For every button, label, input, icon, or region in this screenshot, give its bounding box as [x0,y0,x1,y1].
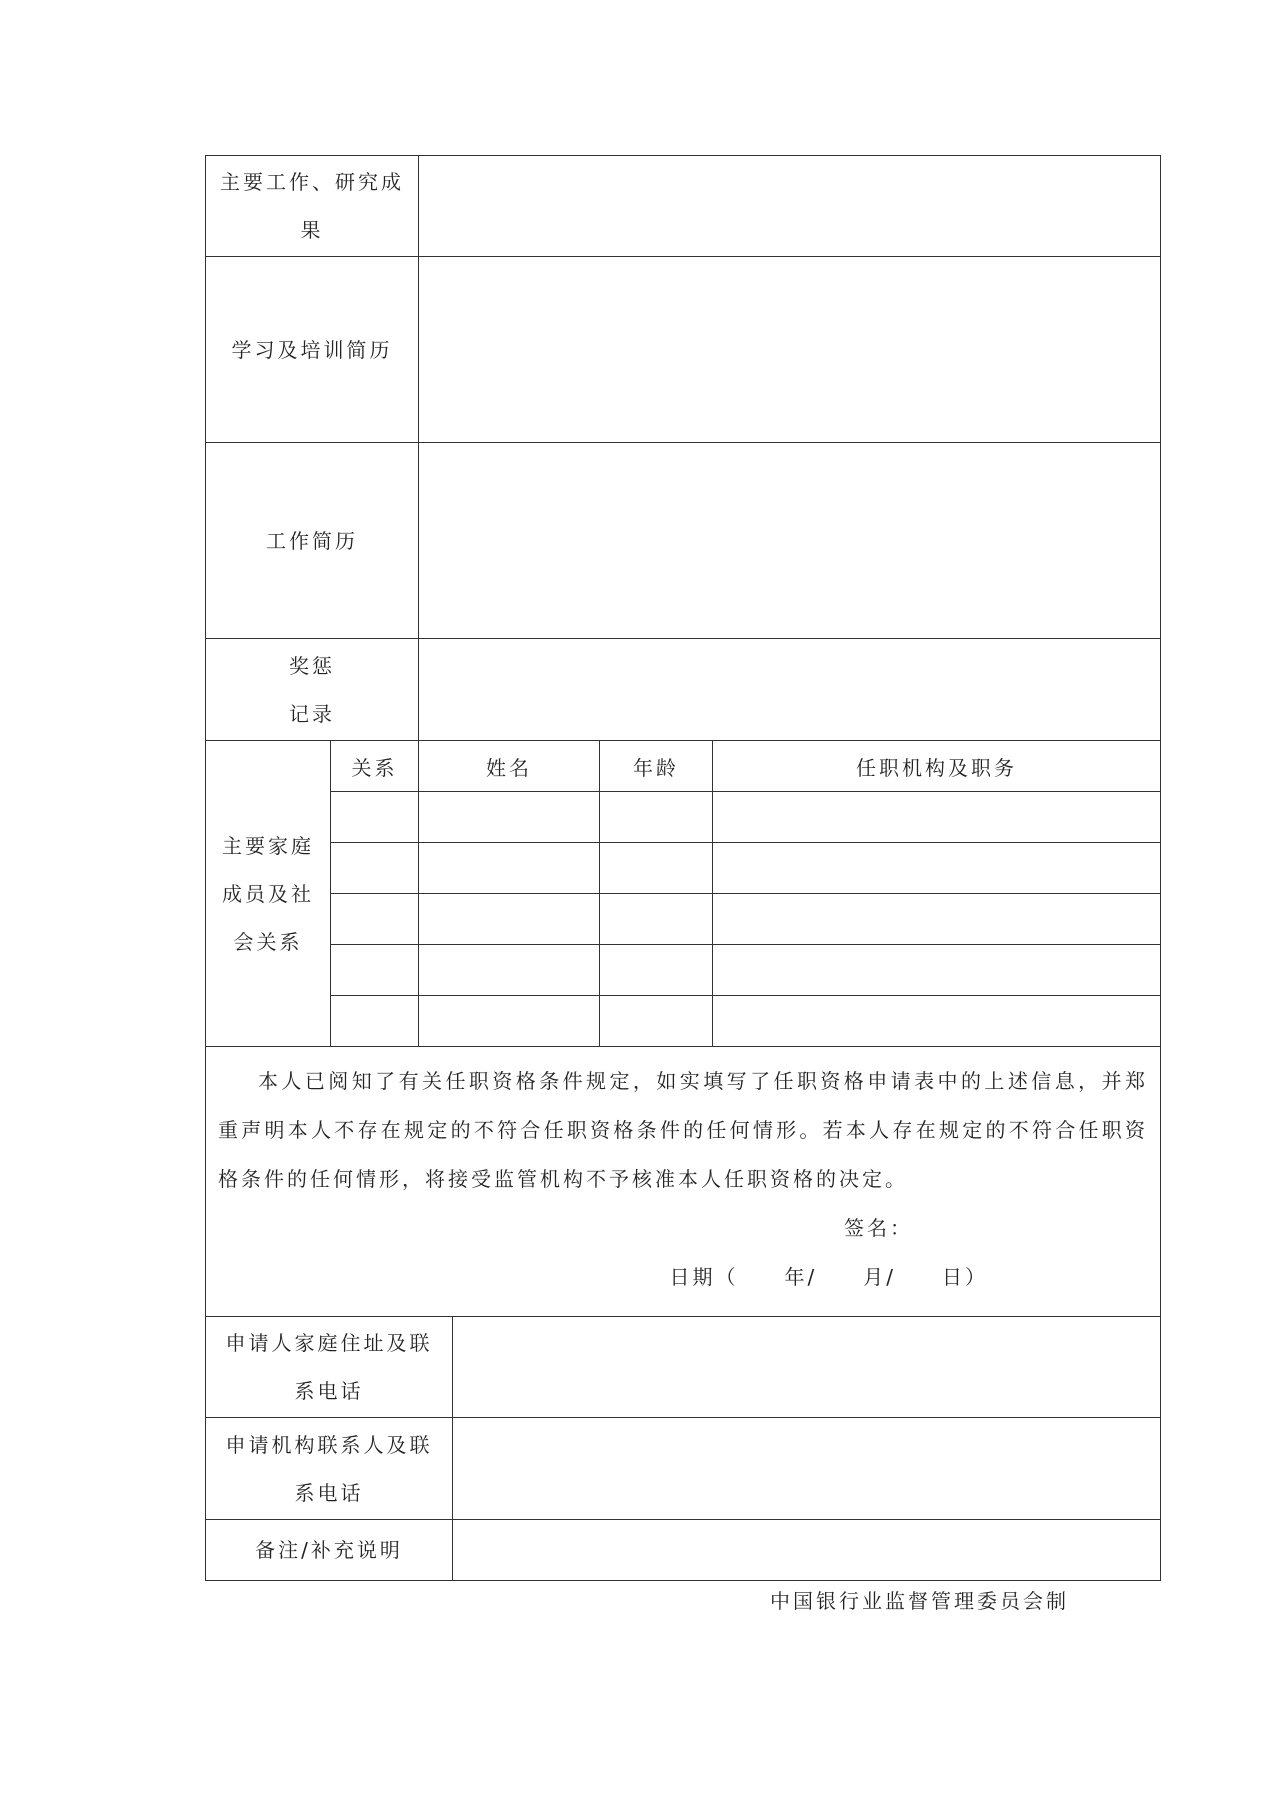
cell-name[interactable] [419,792,600,843]
application-form-table [205,155,1161,1581]
cell-org-position[interactable] [713,945,1161,996]
row-remarks [206,1520,1161,1581]
row-awards [206,639,1161,741]
date-label: 日期（ 年/ 月/ 日） [669,1265,988,1289]
cell-org-position[interactable] [713,843,1161,894]
input-achievements[interactable] [419,156,1161,257]
label-org-contact: 申请机构联系人及联 系电话 [206,1418,453,1520]
input-work-history[interactable] [419,443,1161,639]
declaration-text: 本人已阅知了有关任职资格条件规定，如实填写了任职资格申请表中的上述信息，并郑重声明本人不存在规定的不符合任职资格条件的任何情形。若本人存在规定的不符合任职资格条件的任何情形，将接受监管机构不予核准本人任职资格的决定。 [218,1069,1148,1191]
cell-name[interactable] [419,996,600,1047]
family-row [206,996,1161,1047]
input-home-address[interactable] [453,1317,1161,1418]
cell-age[interactable] [600,945,713,996]
cell-age[interactable] [600,843,713,894]
family-header-row [206,741,1161,792]
label-family: 主要家庭 成员及社 会关系 [206,741,331,1047]
row-work-history [206,443,1161,639]
cell-age[interactable] [600,894,713,945]
cell-age[interactable] [600,792,713,843]
input-education[interactable] [419,257,1161,443]
family-row [206,792,1161,843]
label-home-address: 申请人家庭住址及联 系电话 [206,1317,453,1418]
cell-org-position[interactable] [713,792,1161,843]
header-age: 年龄 [600,741,713,792]
family-row [206,843,1161,894]
family-row [206,894,1161,945]
row-education [206,257,1161,443]
input-remarks[interactable] [453,1520,1161,1581]
row-achievements [206,156,1161,257]
label-education: 学习及培训简历 [206,257,419,443]
input-awards[interactable] [419,639,1161,741]
signature-label: 签名： [844,1216,913,1240]
row-declaration [206,1047,1161,1317]
header-relation: 关系 [331,741,419,792]
cell-org-position[interactable] [713,894,1161,945]
input-org-contact[interactable] [453,1418,1161,1520]
cell-name[interactable] [419,945,600,996]
cell-relation[interactable] [331,792,419,843]
header-name: 姓名 [419,741,600,792]
cell-relation[interactable] [331,945,419,996]
declaration-block [206,1047,1161,1317]
label-achievements: 主要工作、研究成 果 [206,156,419,257]
header-org-position: 任职机构及职务 [713,741,1161,792]
cell-name[interactable] [419,894,600,945]
issuer-footer: 中国银行业监督管理委员会制 [770,1589,1069,1613]
cell-age[interactable] [600,996,713,1047]
row-org-contact [206,1418,1161,1520]
family-row [206,945,1161,996]
cell-name[interactable] [419,843,600,894]
row-home-address [206,1317,1161,1418]
cell-relation[interactable] [331,894,419,945]
cell-relation[interactable] [331,843,419,894]
label-awards: 奖惩 记录 [206,639,419,741]
cell-relation[interactable] [331,996,419,1047]
label-remarks: 备注/补充说明 [206,1520,453,1581]
label-work-history: 工作简历 [206,443,419,639]
cell-org-position[interactable] [713,996,1161,1047]
